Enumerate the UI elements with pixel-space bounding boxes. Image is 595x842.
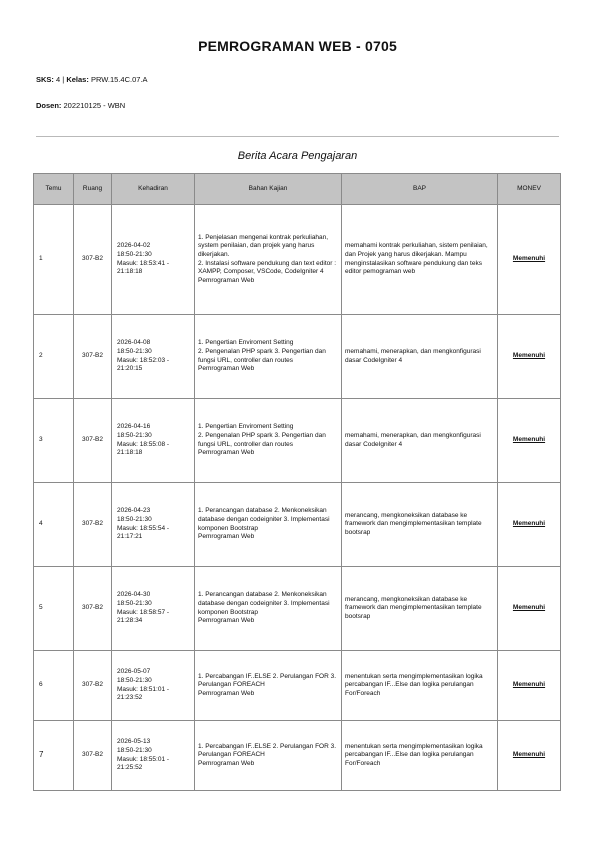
table-row	[34, 721, 561, 791]
kehadiran-line: 18:50-21:30	[117, 515, 152, 523]
kehadiran-line: 21:25:52	[117, 764, 143, 772]
bahan-line: 1. Perancangan database 2. Menkoneksikan database dengan codeigniter 3. Implementasi komponen Bootstrap	[198, 591, 330, 616]
kehadiran-cell	[112, 399, 195, 483]
ruang-cell: 307-B2	[74, 205, 112, 315]
bap-line: menentukan serta mengimplementasikan logika percabangan IF...Else dan logika perulangan For/Foreach	[345, 742, 483, 767]
monev-cell	[498, 651, 561, 721]
kehadiran-line: 18:50-21:30	[117, 676, 152, 684]
bahan-line: Pemrograman Web	[198, 449, 255, 457]
kehadiran-line: Masuk: 18:51:01 -	[117, 685, 170, 693]
dosen-value: 202210125 - WBN	[63, 101, 126, 110]
ruang-cell: 307-B2	[74, 399, 112, 483]
ruang-cell: 307-B2	[74, 483, 112, 567]
sks-value: 4	[56, 75, 61, 84]
table-row	[34, 651, 561, 721]
table-body	[34, 205, 561, 791]
monev-cell	[498, 721, 561, 791]
meta-separator: |	[62, 75, 67, 84]
bahan-line: 1. Pengertian Enviroment Setting	[198, 423, 294, 431]
kehadiran-line: 18:50-21:30	[117, 347, 152, 355]
header-kehadiran: Kehadiran	[112, 174, 195, 205]
table-row	[34, 315, 561, 399]
kehadiran-line: 18:50-21:30	[117, 250, 152, 258]
monev-link[interactable]: Memenuhi	[512, 352, 546, 360]
kehadiran-line: 18:50-21:30	[117, 431, 152, 439]
bahan-kajian-cell	[195, 567, 342, 651]
monev-link[interactable]: Memenuhi	[512, 520, 546, 528]
kehadiran-line: 2026-04-23	[117, 507, 151, 515]
kehadiran-cell	[112, 315, 195, 399]
bap-cell	[342, 567, 498, 651]
bap-line: memahami kontrak perkuliahan, sistem penilaian, dan Projek yang harus dikerjakan. Mampu menginstalasikan software pendukung dan teks editor pemograman web	[345, 242, 488, 276]
bahan-kajian-cell	[195, 205, 342, 315]
kehadiran-cell	[112, 483, 195, 567]
bahan-line: Pemrograman Web	[198, 533, 255, 541]
temu-cell: 7	[34, 721, 74, 791]
header-bahan-kajian: Bahan Kajian	[195, 174, 342, 205]
bahan-kajian-cell	[195, 721, 342, 791]
bahan-kajian-cell	[195, 399, 342, 483]
kehadiran-line: 2026-04-16	[117, 423, 151, 431]
bahan-line: 2. Instalasi software pendukung dan text editor : XAMPP, Composer, VSCode, CodeIgniter 4	[198, 259, 337, 276]
kehadiran-cell	[112, 651, 195, 721]
kehadiran-line: 2026-04-02	[117, 242, 151, 250]
page-title: PEMROGRAMAN WEB - 0705	[198, 38, 397, 54]
bahan-kajian-cell	[195, 315, 342, 399]
table-row	[34, 483, 561, 567]
kelas-colon: :	[86, 75, 91, 84]
bahan-line: Pemrograman Web	[198, 759, 255, 767]
temu-cell: 4	[34, 483, 74, 567]
monev-cell	[498, 399, 561, 483]
bap-line: memahami, menerapkan, dan mengkonfigurasi dasar CodeIgniter 4	[345, 347, 481, 364]
kehadiran-line: 2026-04-30	[117, 591, 151, 599]
bap-cell	[342, 399, 498, 483]
bahan-line: 1. Perancangan database 2. Menkoneksikan database dengan codeigniter 3. Implementasi komponen Bootstrap	[198, 507, 330, 532]
bap-cell	[342, 651, 498, 721]
monev-cell	[498, 205, 561, 315]
bahan-line: Pemrograman Web	[198, 276, 255, 284]
monev-link[interactable]: Memenuhi	[512, 681, 546, 689]
kehadiran-line: Masuk: 18:53:41 -	[117, 259, 170, 267]
bahan-line: 1. Penjelasan mengenai kontrak perkuliahan, system penilaian, dan projek yang harus dikerjakan.	[198, 233, 329, 258]
bap-cell	[342, 483, 498, 567]
kehadiran-line: 18:50-21:30	[117, 746, 152, 754]
monev-cell	[498, 315, 561, 399]
monev-link[interactable]: Memenuhi	[512, 604, 546, 612]
kehadiran-line: Masuk: 18:58:57 -	[117, 608, 170, 616]
temu-cell: 3	[34, 399, 74, 483]
bahan-line: Pemrograman Web	[198, 365, 255, 373]
bahan-line: Pemrograman Web	[198, 689, 255, 697]
kehadiran-line: 2026-05-13	[117, 738, 151, 746]
bap-table	[33, 173, 561, 791]
kehadiran-line: 2026-04-08	[117, 339, 151, 347]
kehadiran-line: 21:18:18	[117, 449, 143, 457]
kehadiran-line: Masuk: 18:55:01 -	[117, 755, 170, 763]
bahan-line: 2. Pengenalan PHP spark 3. Pengertian dan fungsi URL, controller dan routes	[198, 347, 326, 364]
kelas-label: Kelas	[66, 75, 87, 84]
kehadiran-line: 21:23:52	[117, 694, 143, 702]
header-bap: BAP	[342, 174, 498, 205]
bahan-line: Pemrograman Web	[198, 617, 255, 625]
kehadiran-line: Masuk: 18:55:54 -	[117, 524, 170, 532]
bap-cell	[342, 721, 498, 791]
monev-link[interactable]: Memenuhi	[512, 436, 546, 444]
ruang-cell: 307-B2	[74, 567, 112, 651]
dosen-label: Dosen	[36, 101, 59, 110]
bahan-kajian-cell	[195, 651, 342, 721]
temu-cell: 2	[34, 315, 74, 399]
kehadiran-line: 2026-05-07	[117, 668, 151, 676]
temu-cell: 1	[34, 205, 74, 315]
bap-line: merancang, mengkoneksikan database ke framework dan mengimplementasikan template bootsrap	[345, 595, 482, 620]
bap-line: memahami, menerapkan, dan mengkonfigurasi dasar CodeIgniter 4	[345, 431, 481, 448]
dosen-colon: :	[58, 101, 64, 110]
kehadiran-line: 21:18:18	[117, 268, 143, 276]
kehadiran-line: Masuk: 18:52:03 -	[117, 356, 170, 364]
bap-cell	[342, 315, 498, 399]
bahan-line: 1. Percabangan IF..ELSE 2. Perulangan FOR 3. Perulangan FOREACH	[198, 742, 337, 759]
header-ruang: Ruang	[74, 174, 112, 205]
monev-link[interactable]: Memenuhi	[512, 751, 546, 759]
header-temu: Temu	[34, 174, 74, 205]
ruang-cell: 307-B2	[74, 721, 112, 791]
kehadiran-cell	[112, 721, 195, 791]
kehadiran-line: 21:17:21	[117, 533, 143, 541]
ruang-cell: 307-B2	[74, 651, 112, 721]
monev-cell	[498, 567, 561, 651]
bap-cell	[342, 205, 498, 315]
bahan-line: 2. Pengenalan PHP spark 3. Pengertian dan fungsi URL, controller dan routes	[198, 431, 326, 448]
section-title: Berita Acara Pengajaran	[237, 150, 358, 162]
sks-colon: :	[51, 75, 57, 84]
table-row	[34, 399, 561, 483]
temu-cell: 6	[34, 651, 74, 721]
table-row	[34, 205, 561, 315]
monev-cell	[498, 483, 561, 567]
kehadiran-cell	[112, 567, 195, 651]
table-row	[34, 567, 561, 651]
kehadiran-line: 21:20:15	[117, 365, 143, 373]
monev-link[interactable]: Memenuhi	[512, 255, 546, 263]
kehadiran-line: 18:50-21:30	[117, 599, 152, 607]
bap-line: menentukan serta mengimplementasikan logika percabangan IF...Else dan logika perulangan For/Foreach	[345, 672, 483, 697]
course-meta	[36, 75, 148, 84]
table-header-row	[34, 174, 561, 205]
bahan-kajian-cell	[195, 483, 342, 567]
bahan-line: 1. Pengertian Enviroment Setting	[198, 339, 294, 347]
bahan-line: 1. Percabangan IF..ELSE 2. Perulangan FOR 3. Perulangan FOREACH	[198, 672, 337, 689]
ruang-cell: 307-B2	[74, 315, 112, 399]
kehadiran-line: Masuk: 18:55:08 -	[117, 440, 170, 448]
divider	[36, 136, 559, 137]
kehadiran-cell	[112, 205, 195, 315]
header-monev: MONEV	[498, 174, 561, 205]
kelas-value: PRW.15.4C.07.A	[90, 75, 148, 84]
sks-label: SKS	[36, 75, 52, 84]
kehadiran-line: 21:28:34	[117, 617, 143, 625]
bap-line: merancang, mengkoneksikan database ke framework dan mengimplementasikan template bootsrap	[345, 511, 482, 536]
temu-cell: 5	[34, 567, 74, 651]
lecturer-meta	[36, 101, 125, 110]
